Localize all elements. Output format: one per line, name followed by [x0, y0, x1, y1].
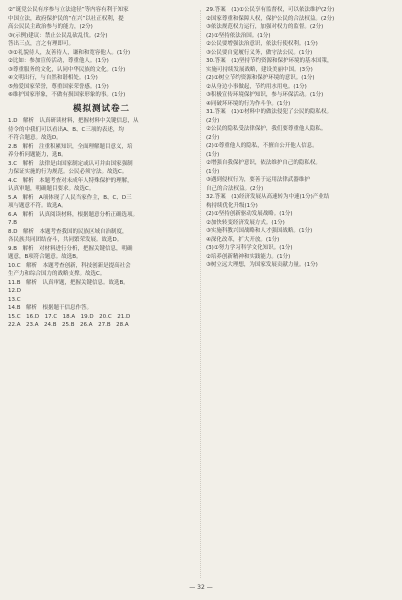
text-line: (2)①树立节约资源和保护环境的意识。(1分) [206, 75, 315, 81]
text-line: (3)①努力学习科学文化知识。(1分) [206, 245, 293, 251]
text-line: ③依法规范权力运行，加强对权力的监督。(2分) [206, 24, 324, 30]
text-line: ④深化改革，扩大开放。(1分) [206, 236, 280, 243]
text-line: 构持续优化升级(1分) [206, 202, 258, 209]
text-line: 10.C 解析 本题考查创新，科技创新是提高社会 [8, 262, 131, 269]
text-line: (2)①尊重他人的隐私，不擅自公开他人信息。 [206, 143, 318, 149]
text-line: 3.C 解析 法律是由国家制定或认可并由国家强制 [8, 160, 133, 167]
text-line: ③(示例)建议：禁止公民乱砍乱伐。(2分) [8, 32, 108, 39]
text-line: 不符合题意。故选D。 [8, 135, 62, 141]
text-line: (1分) [206, 151, 220, 158]
text-line: (2分) [206, 117, 220, 124]
text-line: 14.B 解析 根据题干信息作答。 [8, 305, 93, 311]
text-line: 31.答案 (1)①材料中的做法侵犯了公民的隐私权。 [206, 109, 332, 115]
text-line: 5.A 解析 A项体现了人民当家作主，B、C、D三 [8, 194, 132, 201]
text-line: 12.D [8, 288, 21, 294]
page-number: — 32 — [189, 584, 213, 591]
text-line: ④同破坏环境的行为作斗争。(1分) [206, 100, 291, 107]
right-column [206, 6, 393, 270]
text-line: 侍令的中我们可以看出A、B、C三项的表述，均 [8, 126, 124, 133]
text-line: 中国立法，政府保护民的“在兴”以社正权利，提 [8, 15, 124, 22]
text-line: ②从身边小事做起，节约用水用电。(1分) [206, 83, 307, 90]
text-line: 力保证实施的行为规范。公民必须守法。故选C。 [8, 169, 128, 175]
column-divider [200, 10, 201, 578]
left-column [8, 6, 195, 330]
text-line: ②国家尊重和保障人权，保护公民的合法权益。(2分) [206, 15, 335, 22]
text-line: 13.C [8, 296, 21, 303]
text-line: 高公民民主政治参与的能力，(2分) [8, 24, 93, 30]
text-line: ③遇到侵权行为，要善于运用法律武器维护 [206, 177, 310, 183]
text-line: ③尊重服务的文化，认同中华民族的文化。(1分) [8, 66, 126, 73]
section-title: 模拟测试卷二 [72, 103, 130, 114]
text-line: 养分析问题能力，选B。 [8, 152, 67, 158]
text-line: 4.C 解析 本题考查对未成年人特殊保护的理解， [8, 177, 133, 184]
text-line: ②公民的隐私受法律保护，我们要尊重他人隐私。 [206, 126, 327, 132]
text-line: 实施可持续发展战略，建设美丽中国。(3分) [206, 66, 313, 73]
text-line: 9.B 解析 对材料进行分析，把握关键信息，明确 [8, 245, 133, 252]
text-line: (1分) [206, 168, 220, 175]
text-line: 自己的合法权益。(2分) [206, 185, 264, 192]
text-line: ②公民要增强法治意识，依法行使权利。(1分) [206, 41, 318, 47]
text-line: 11.B 解析 认真审题，把握关键信息。故选B。 [8, 279, 129, 286]
text-line: ②“诞党公民有序参与立法途径”等内容有利于知家 [8, 7, 129, 13]
text-line: ②加快转变经济发展方式。(1分) [206, 219, 285, 226]
text-line: 22.A 23.A 24.B 25.B 26.A 27.B 28.A [8, 322, 129, 328]
text-line: 各民族共同团结奋斗，共同繁荣发展。故选D。 [8, 237, 123, 243]
text-line: ⑤热爱国家荣誉，尊重国家荣誉感。(1分) [8, 83, 109, 90]
text-line: ③①礼貌待人，友善待人，谦和和宽容他人。(1分) [8, 49, 131, 56]
text-line: ③积极宣传环境保护知识，参与环保活动。(1分) [206, 92, 324, 98]
text-line: ②增强自我保护意识，依法维护自己的隐私权。 [206, 160, 321, 166]
text-line: ②培养创新精神和实践能力。(1分) [206, 253, 291, 260]
text-line: ③公民要自觉履行义务，做守法公民。(1分) [206, 49, 313, 56]
text-line: 1.D 解析 认真研读材料，把握材料中关键信息，从 [8, 118, 139, 124]
text-line: (2)①坚持创新驱动发展战略。(1分) [206, 211, 293, 217]
text-line: 29.答案 (1)①公民享有监督权，可以依法维护(2分) [206, 7, 335, 13]
text-line: 6.A 解析 认真阅读材料，根据题意分析正确选项。 [8, 211, 139, 218]
text-line: 2.B 解析 注重积累知识，全面理解题目意义，培 [8, 143, 133, 150]
text-line: ③树立远大理想，为国家发展贡献力量。(1分) [206, 262, 318, 268]
intro-block [8, 6, 195, 100]
text-line: 答出三点，言之有理即可。 [8, 41, 75, 47]
text-line: 生产力和综合国力的战略支撑。故选C。 [8, 271, 106, 277]
text-line: 32.答案 (1)经济发展从高速转为中速(1分)产业结 [206, 194, 330, 200]
answer-page [8, 6, 394, 594]
answers-block [8, 117, 195, 330]
text-line: 题意，B项符合题意。故选B。 [8, 254, 82, 260]
text-line: ④文明出行，与自然和谐相处。(1分) [8, 75, 98, 81]
text-line: (2)①坚持依法治国。(1分) [206, 32, 271, 39]
text-line: ⑥维护国家形象，不做有损国家形象的事。(1分) [8, 92, 126, 98]
text-line: (2分) [206, 134, 220, 141]
text-line: 8.D 解析 本题考查我国的民族区域自治制度， [8, 228, 128, 235]
text-line: 15.C 16.D 17.C 18.A 19.D 20.C 21.D [8, 313, 131, 320]
text-line: 30.答案 (1)坚持节约资源和保护环境的基本国策， [206, 58, 333, 64]
text-line: 7.B [8, 220, 18, 226]
text-line: ②比如：参加宣传活动，尊重他人。(1分) [8, 58, 109, 64]
right-answers-block [206, 6, 393, 270]
text-line: 项与题意不符。故选A。 [8, 203, 67, 209]
text-line: 认真审题，明确题目要求。故选C。 [8, 186, 95, 192]
text-line: ③实施科教兴国战略和人才强国战略。(1分) [206, 228, 313, 234]
